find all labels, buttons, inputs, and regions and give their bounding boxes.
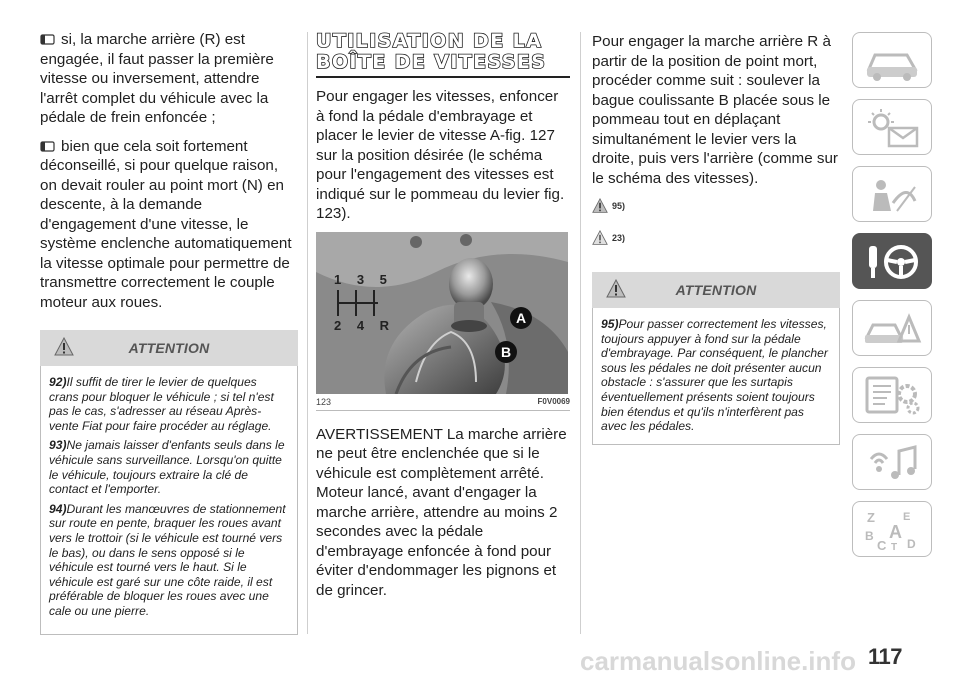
multimedia-icon <box>863 441 923 485</box>
tab-index[interactable] <box>852 501 932 557</box>
tab-emergency[interactable] <box>852 300 932 356</box>
bullet-icon <box>40 34 55 45</box>
svg-text:Z: Z <box>867 510 875 525</box>
reverse-gear-paragraph: Pour engager la marche arrière R à partir de la position de point mort, procéder comme suit : soulever la bague coulissante B placée sous le pommeau tout en déplaçant simultanément le levier vers la droite, puis vers l'arrière (comme sur le schéma des vitesses). <box>592 33 838 187</box>
attention-title: ATTENTION <box>675 282 757 298</box>
svg-text:B: B <box>865 529 874 543</box>
svg-text:D: D <box>907 537 916 551</box>
bullet-icon <box>40 141 55 152</box>
tab-dashboard[interactable] <box>852 32 932 88</box>
section-heading-line2: BOÎTE DE VITESSES <box>316 51 547 73</box>
column-right <box>592 32 840 445</box>
attention-header <box>40 330 298 366</box>
svg-text:A: A <box>889 522 902 542</box>
index-letters-icon <box>863 508 923 552</box>
attention-title: ATTENTION <box>128 340 210 356</box>
bullet-paragraph-2: bien que cela soit fortement déconseillé, si pour quelque raison, on devait rouler au point mort (N) en descente, à la demande d'engagement d'une vitesse, le système enclenche automatiquement la vitesse optimale pour permettre de transmettre correctement le couple moteur aux roues. <box>40 137 292 311</box>
gear-lever-figure <box>316 232 568 394</box>
accident-icon <box>863 307 923 351</box>
steering-wheel-key-icon <box>863 240 923 284</box>
svg-text:T: T <box>891 542 898 552</box>
gear-pattern-bottom: 2 4 R <box>334 317 396 333</box>
page-number: 117 <box>868 644 902 669</box>
note-95: 95)Pour passer correctement les vitesses, toujours appuyer à fond sur la pédale d'embrayage. Par conséquent, le plancher sous les pédales ne doit présenter aucun obstacle : s'assurer que les surtapis éventuellement présents soient toujours bien étendus et qu'ils n'interfèrent pas avec les pédales. <box>601 317 828 434</box>
reference-23: 23) <box>592 230 840 246</box>
gear-lever-illustration <box>316 232 568 394</box>
reference-95: 95) <box>592 198 840 214</box>
tab-maintenance[interactable] <box>852 367 932 423</box>
svg-text:C: C <box>877 538 887 552</box>
svg-text:E: E <box>903 511 911 523</box>
seat-airbag-icon <box>863 173 923 217</box>
warning-lights-icon <box>863 106 923 150</box>
figure-caption <box>316 397 570 411</box>
reverse-warning-paragraph: AVERTISSEMENT La marche arrière ne peut être enclenchée que si le véhicule est complètement arrêté. Moteur lancé, avant d'engager la marche arrière, attendre au moins 2 secondes avec la pédale d'embrayage enfoncée à fond pour éviter d'endommager les pignons et de grincer. <box>316 425 567 599</box>
note-93: 93)Ne jamais laisser d'enfants seuls dans le véhicule sans surveillance. Lorsqu'on quitte le véhicule, toujours extraire la clé de contact et l'emporter. <box>49 438 285 497</box>
tab-warning-lights[interactable] <box>852 99 932 155</box>
car-dashboard-icon <box>863 39 923 83</box>
tab-safety[interactable] <box>852 166 932 222</box>
tab-starting-driving[interactable] <box>852 233 932 289</box>
callout-a: A <box>516 309 527 326</box>
note-94: 94)Durant les manœuvres de stationnement sur route en pente, braquer les roues avant vers le trottoir (si le véhicule est tourné vers le bas), ou dans le sens opposé si le véhicule est tourné vers le haut. Si le véhicule est garé sur une côte raide, il est préférable de bloquer les roues avec une cale ou une pierre. <box>49 501 286 618</box>
note-92: 92)Il suffit de tirer le levier de quelques crans pour bloquer le véhicule ; si tel n'est pas le cas, s'adresser au réseau Après-vente Fiat pour faire procéder au réglage. <box>49 375 274 433</box>
column-divider <box>307 32 308 634</box>
gear-intro-paragraph: Pour engager les vitesses, enfoncer à fond la pédale d'embrayage et placer le levier de vitesse A-fig. 127 sur la position désirée (le schéma pour l'engagement des vitesses est indiqué sur le pommeau du levier fig. 123). <box>316 88 565 222</box>
chapter-tabs <box>852 32 932 568</box>
column-divider <box>580 32 581 634</box>
attention-box <box>40 366 298 635</box>
column-left <box>40 30 298 635</box>
section-heading-line1: UTILISATION DE LA <box>316 30 543 52</box>
warning-triangle-icon <box>592 198 608 214</box>
attention-box <box>592 308 840 445</box>
bullet-paragraph-1: si, la marche arrière (R) est engagée, il faut passer la première vitesse ou inversement, attendre l'arrêt complet du véhicule avec la pédale de frein enfoncée ; <box>40 31 274 126</box>
tab-multimedia[interactable] <box>852 434 932 490</box>
figure-code: F0V0069 <box>537 396 570 406</box>
gear-pattern-top: 1 3 5 <box>334 271 393 287</box>
watermark-text: carmanualsonline.info <box>580 646 856 676</box>
heading-underline <box>316 76 570 78</box>
figure-number: 123 <box>316 396 332 407</box>
attention-header <box>592 272 840 308</box>
column-middle <box>316 32 570 600</box>
callout-b: B <box>501 343 512 360</box>
caution-triangle-icon <box>592 230 608 246</box>
maintenance-icon <box>863 374 923 418</box>
